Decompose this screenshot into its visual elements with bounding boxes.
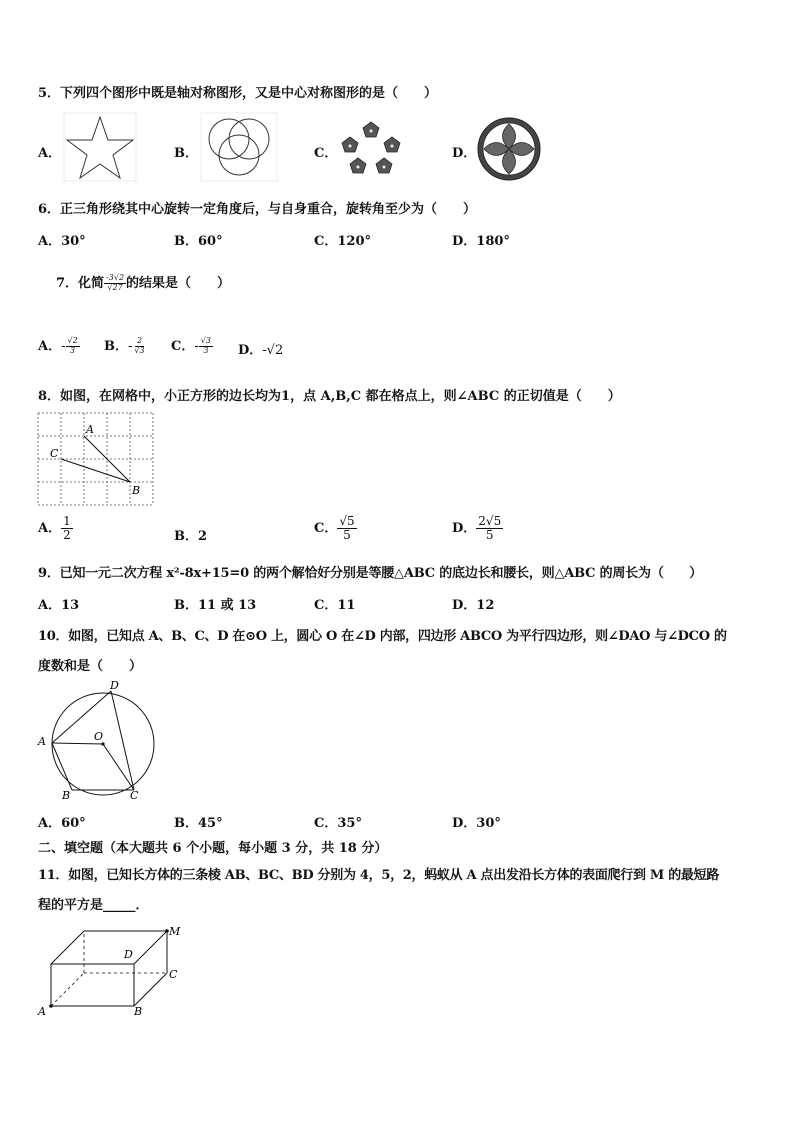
- q9-stem: 9．已知一元二次方程 x²-8x+15=0 的两个解恰好分别是等腰△ABC 的底边长和腰长，则△ABC 的周长为（ ）: [38, 566, 703, 581]
- point-a-label: A: [38, 735, 46, 748]
- q6-option-d: D．180°: [452, 234, 510, 249]
- option-fraction: [337, 515, 356, 542]
- option-label: B．: [104, 339, 128, 354]
- point-b-label: B: [134, 1005, 143, 1018]
- grid-figure: [38, 413, 154, 506]
- fraction-den: √3: [134, 346, 145, 355]
- option-label: A．: [38, 339, 62, 354]
- option-sign: -: [61, 339, 66, 354]
- q7-option-d: [238, 339, 283, 358]
- option-label: A．: [38, 521, 62, 537]
- q11-stem-line1: 11．如图，已知长方体的三条棱 AB、BC、BD 分别为 4，5，2，蚂蚁从 A 点出发沿长方体的表面爬行到 M 的最短路: [38, 868, 719, 883]
- q9-option-c: C．11: [314, 598, 356, 613]
- circle-figure: [36, 677, 160, 801]
- fraction-num: √3: [200, 336, 211, 346]
- q7-stem: [56, 272, 230, 293]
- point-b-label: B: [132, 484, 141, 497]
- q7-option-a: [38, 335, 80, 356]
- option-fraction: [61, 515, 73, 542]
- q10-option-b: B．45°: [174, 816, 223, 831]
- q9-option-a: A．13: [38, 598, 80, 613]
- q8-option-c: [314, 515, 357, 542]
- q9-option-b: B．11 或 13: [174, 598, 257, 613]
- circle-leaves-figure: [476, 116, 542, 182]
- q9-option-d: D．12: [452, 598, 495, 613]
- section-heading: 二、填空题（本大题共 6 个小题，每小题 3 分，共 18 分）: [38, 841, 388, 856]
- q10-stem-line1: 10．如图，已知点 A、B、C、D 在⊙O 上，圆心 O 在∠D 内部，四边形 ABCO 为平行四边形，则∠DAO 与∠DCO 的: [38, 629, 727, 644]
- fraction-num: 1: [63, 514, 71, 528]
- q7-fraction-den: √27: [107, 283, 123, 292]
- q7-suffix: 的结果是（ ）: [126, 276, 231, 291]
- option-fraction: [132, 337, 146, 356]
- option-value: 2: [198, 529, 208, 544]
- q7-fraction-num: -3√2: [106, 273, 125, 283]
- point-b-label: B: [62, 789, 71, 802]
- point-m-label: M: [169, 925, 181, 938]
- q7-prefix: 7．化简: [56, 276, 105, 291]
- fraction-num: 2: [136, 336, 143, 346]
- q6-option-c: C．120°: [314, 234, 371, 249]
- q5-option-d-label: D．: [452, 146, 477, 161]
- option-value: -√2: [262, 343, 284, 358]
- option-label: B．: [174, 529, 198, 544]
- option-label: C．: [314, 521, 338, 537]
- q7-option-b: [104, 335, 147, 356]
- fraction-den: 3: [70, 346, 76, 355]
- option-label: D．: [238, 343, 263, 358]
- point-d-label: D: [110, 679, 119, 692]
- point-c-label: C: [50, 447, 59, 460]
- pentagons-figure: [340, 120, 402, 176]
- fraction-den: 5: [343, 528, 351, 543]
- q7-option-c: [171, 335, 213, 356]
- q5-option-b-label: B．: [174, 146, 198, 161]
- option-sign: -: [128, 339, 133, 354]
- point-c-label: C: [130, 789, 139, 802]
- q8-option-b: [174, 525, 207, 544]
- q6-option-b: B．60°: [174, 234, 223, 249]
- option-label: D．: [452, 521, 477, 537]
- q5-option-a-label: A．: [38, 146, 62, 161]
- fraction-den: 5: [485, 528, 494, 543]
- q5-option-c-label: C．: [314, 146, 338, 161]
- point-a-label: A: [38, 1005, 46, 1018]
- q10-stem-line2: 度数和是（ ）: [38, 659, 143, 674]
- q6-stem: 6．正三角形绕其中心旋转一定角度后，与自身重合，旋转角至少为（ ）: [38, 202, 477, 217]
- q11-stem-line2: 程的平方是_____．: [38, 898, 149, 913]
- option-fraction: [476, 515, 503, 542]
- q8-option-d: [452, 515, 503, 542]
- option-fraction: [199, 337, 213, 356]
- q7-fraction: [104, 274, 126, 293]
- q10-option-d: D．30°: [452, 816, 501, 831]
- option-sign: -: [194, 339, 199, 354]
- cuboid-figure: [36, 923, 186, 1019]
- q5-stem: 5．下列四个图形中既是轴对称图形，又是中心对称图形的是（ ）: [38, 86, 438, 101]
- three-circles-figure: [201, 113, 277, 181]
- fraction-num: √5: [339, 514, 355, 528]
- fraction-den: 3: [203, 346, 209, 355]
- fraction-num: 2√5: [478, 514, 502, 528]
- q6-option-a: A．30°: [38, 234, 86, 249]
- point-d-label: D: [124, 948, 133, 961]
- fraction-den: 2: [63, 528, 71, 543]
- point-a-label: A: [86, 423, 94, 436]
- option-label: C．: [171, 339, 195, 354]
- q10-option-a: A．60°: [38, 816, 86, 831]
- q10-option-c: C．35°: [314, 816, 362, 831]
- q8-stem: 8．如图，在网格中，小正方形的边长均为1，点 A,B,C 都在格点上，则∠ABC 的正切值是（ ）: [38, 389, 621, 404]
- q8-option-a: [38, 515, 73, 542]
- point-o-label: O: [94, 730, 104, 743]
- star-figure: [64, 113, 136, 181]
- option-fraction: [66, 337, 80, 356]
- fraction-num: √2: [67, 336, 78, 346]
- point-c-label: C: [169, 968, 178, 981]
